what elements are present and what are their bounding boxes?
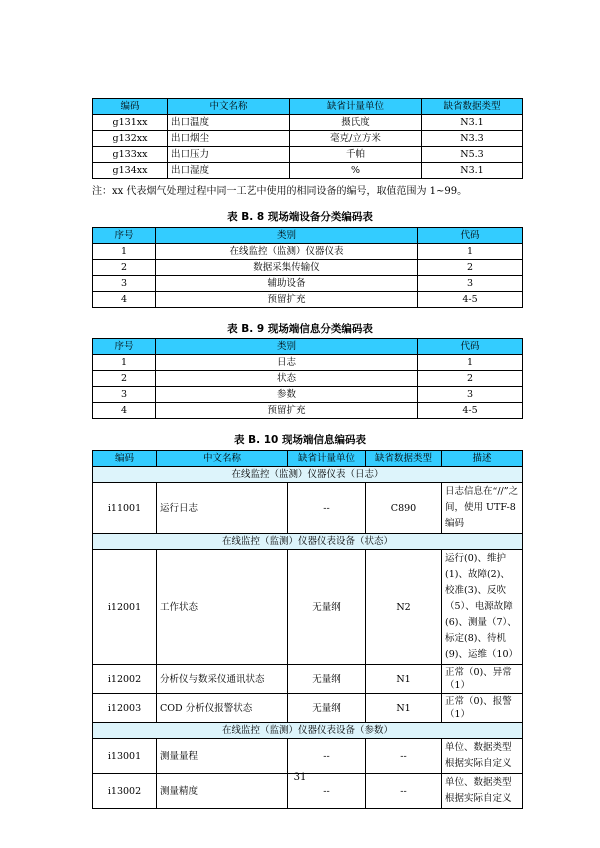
table-cell: 无量纲 [288,550,366,665]
table-header-row [93,451,523,467]
table-row [93,115,523,131]
table-cell: 辅助设备 [156,276,418,292]
table-cell: 毫克/立方米 [290,131,422,147]
table-cell: i12001 [93,550,157,665]
table-cell: N3.1 [422,115,523,131]
table-caption: 表 B. 10 现场端信息编码表 [233,434,367,446]
table-row [93,244,523,260]
column-header: 编码 [93,451,157,467]
column-header: 缺省计量单位 [290,99,422,115]
table-cell: N3.3 [422,131,523,147]
column-header: 序号 [93,339,156,355]
table-row [93,276,523,292]
table-cell: 4 [93,403,156,419]
section-title: 在线监控（监测）仪器仪表设备（参数） [93,723,523,739]
column-header: 缺省计量单位 [288,451,366,467]
table-row [93,550,523,665]
table-cell: N5.3 [422,147,523,163]
table-cell: N2 [366,550,442,665]
table-cell: 2 [93,260,156,276]
table-cell: g133xx [93,147,168,163]
table-cell: i13002 [93,774,157,809]
table-b10 [92,450,523,809]
table-cell: 无量纲 [288,665,366,694]
table-cell: i13001 [93,739,157,774]
table-cell: % [290,163,422,179]
table-cell: 参数 [156,387,418,403]
table-cell: 4-5 [418,403,523,419]
table-cell: COD 分析仪报警状态 [157,694,288,723]
table-cell: 出口烟尘 [168,131,290,147]
table-cell: 3 [418,387,523,403]
table-header-row [93,339,523,355]
page-number: 31 [293,772,307,783]
column-header: 序号 [93,228,156,244]
table-cell: 1 [93,355,156,371]
table-cell: 摄氏度 [290,115,422,131]
table-b8 [92,227,523,308]
table-cell: N1 [366,665,442,694]
table-cell: 千帕 [290,147,422,163]
table-cell: g131xx [93,115,168,131]
table-row [93,147,523,163]
table-cell: 正常（0)、异常（1） [442,665,523,694]
table-row [93,665,523,694]
column-header: 中文名称 [168,99,290,115]
table-cell: N3.1 [422,163,523,179]
column-header: 代码 [418,339,523,355]
table-cell: 日志信息在“//”之间，使用 UTF-8 编码 [442,483,523,534]
table-cell: i12003 [93,694,157,723]
table-cell: 预留扩充 [156,292,418,308]
table-cell: 2 [418,260,523,276]
table-row [93,483,523,534]
table-cell: 2 [418,371,523,387]
table-cell: 运行(0)、维护(1)、故障(2)、校准(3)、反吹（5）、电源故障(6)、测量（7）、标定(8)、待机(9)、运维（10） [442,550,523,665]
table-b9 [92,338,523,419]
table-cell: N1 [366,694,442,723]
table-row [93,260,523,276]
section-row [93,467,523,483]
section-row [93,723,523,739]
table-cell: 测量精度 [157,774,288,809]
table-caption: 表 B. 9 现场端信息分类编码表 [227,323,373,335]
table-cell: i11001 [93,483,157,534]
table-cell: 3 [93,387,156,403]
table-cell: -- [366,739,442,774]
table-cell: 出口温度 [168,115,290,131]
table-cell: g132xx [93,131,168,147]
table-row [93,292,523,308]
table-cell: 出口压力 [168,147,290,163]
table-row [93,163,523,179]
column-header: 类别 [156,339,418,355]
table-row [93,387,523,403]
table-cell: -- [366,774,442,809]
table-row [93,694,523,723]
table-row [93,739,523,774]
table-cell: 测量量程 [157,739,288,774]
table-cell: i12002 [93,665,157,694]
table-cell: g134xx [93,163,168,179]
table-cell: 日志 [156,355,418,371]
table-header-row [93,99,523,115]
section-row [93,534,523,550]
table-cell: 正常（0)、报警（1） [442,694,523,723]
table-cell: 出口湿度 [168,163,290,179]
column-header: 缺省数据类型 [366,451,442,467]
table-cell: -- [288,739,366,774]
section-title: 在线监控（监测）仪器仪表（日志） [93,467,523,483]
table-b7 [92,98,523,179]
table-cell: 工作状态 [157,550,288,665]
table-cell: 3 [418,276,523,292]
table-row [93,355,523,371]
table-cell: 分析仪与数采仪通讯状态 [157,665,288,694]
column-header: 缺省数据类型 [422,99,523,115]
table-caption: 表 B. 8 现场端设备分类编码表 [227,211,373,223]
column-header: 代码 [418,228,523,244]
table-cell: 预留扩充 [156,403,418,419]
section-title: 在线监控（监测）仪器仪表设备（状态） [93,534,523,550]
table-row [93,403,523,419]
table-cell: 数据采集传输仪 [156,260,418,276]
table-cell: 单位、数据类型根据实际自定义 [442,774,523,809]
table-cell: 无量纲 [288,694,366,723]
table-cell: 1 [418,355,523,371]
table-cell: -- [288,483,366,534]
table-cell: 单位、数据类型根据实际自定义 [442,739,523,774]
table-cell: -- [288,774,366,809]
table-cell: 4 [93,292,156,308]
table-cell: 运行日志 [157,483,288,534]
table-cell: 状态 [156,371,418,387]
table-cell: 3 [93,276,156,292]
column-header: 编码 [93,99,168,115]
column-header: 描述 [442,451,523,467]
table-cell: 4-5 [418,292,523,308]
column-header: 类别 [156,228,418,244]
table-cell: 1 [93,244,156,260]
table-cell: 2 [93,371,156,387]
table-cell: 1 [418,244,523,260]
table-cell: C890 [366,483,442,534]
table-cell: 在线监控（监测）仪器仪表 [156,244,418,260]
column-header: 中文名称 [157,451,288,467]
table-row [93,371,523,387]
table-note: 注：xx 代表烟气处理过程中同一工艺中使用的相同设备的编号，取值范围为 1~99。 [92,186,468,197]
table-row [93,131,523,147]
table-header-row [93,228,523,244]
